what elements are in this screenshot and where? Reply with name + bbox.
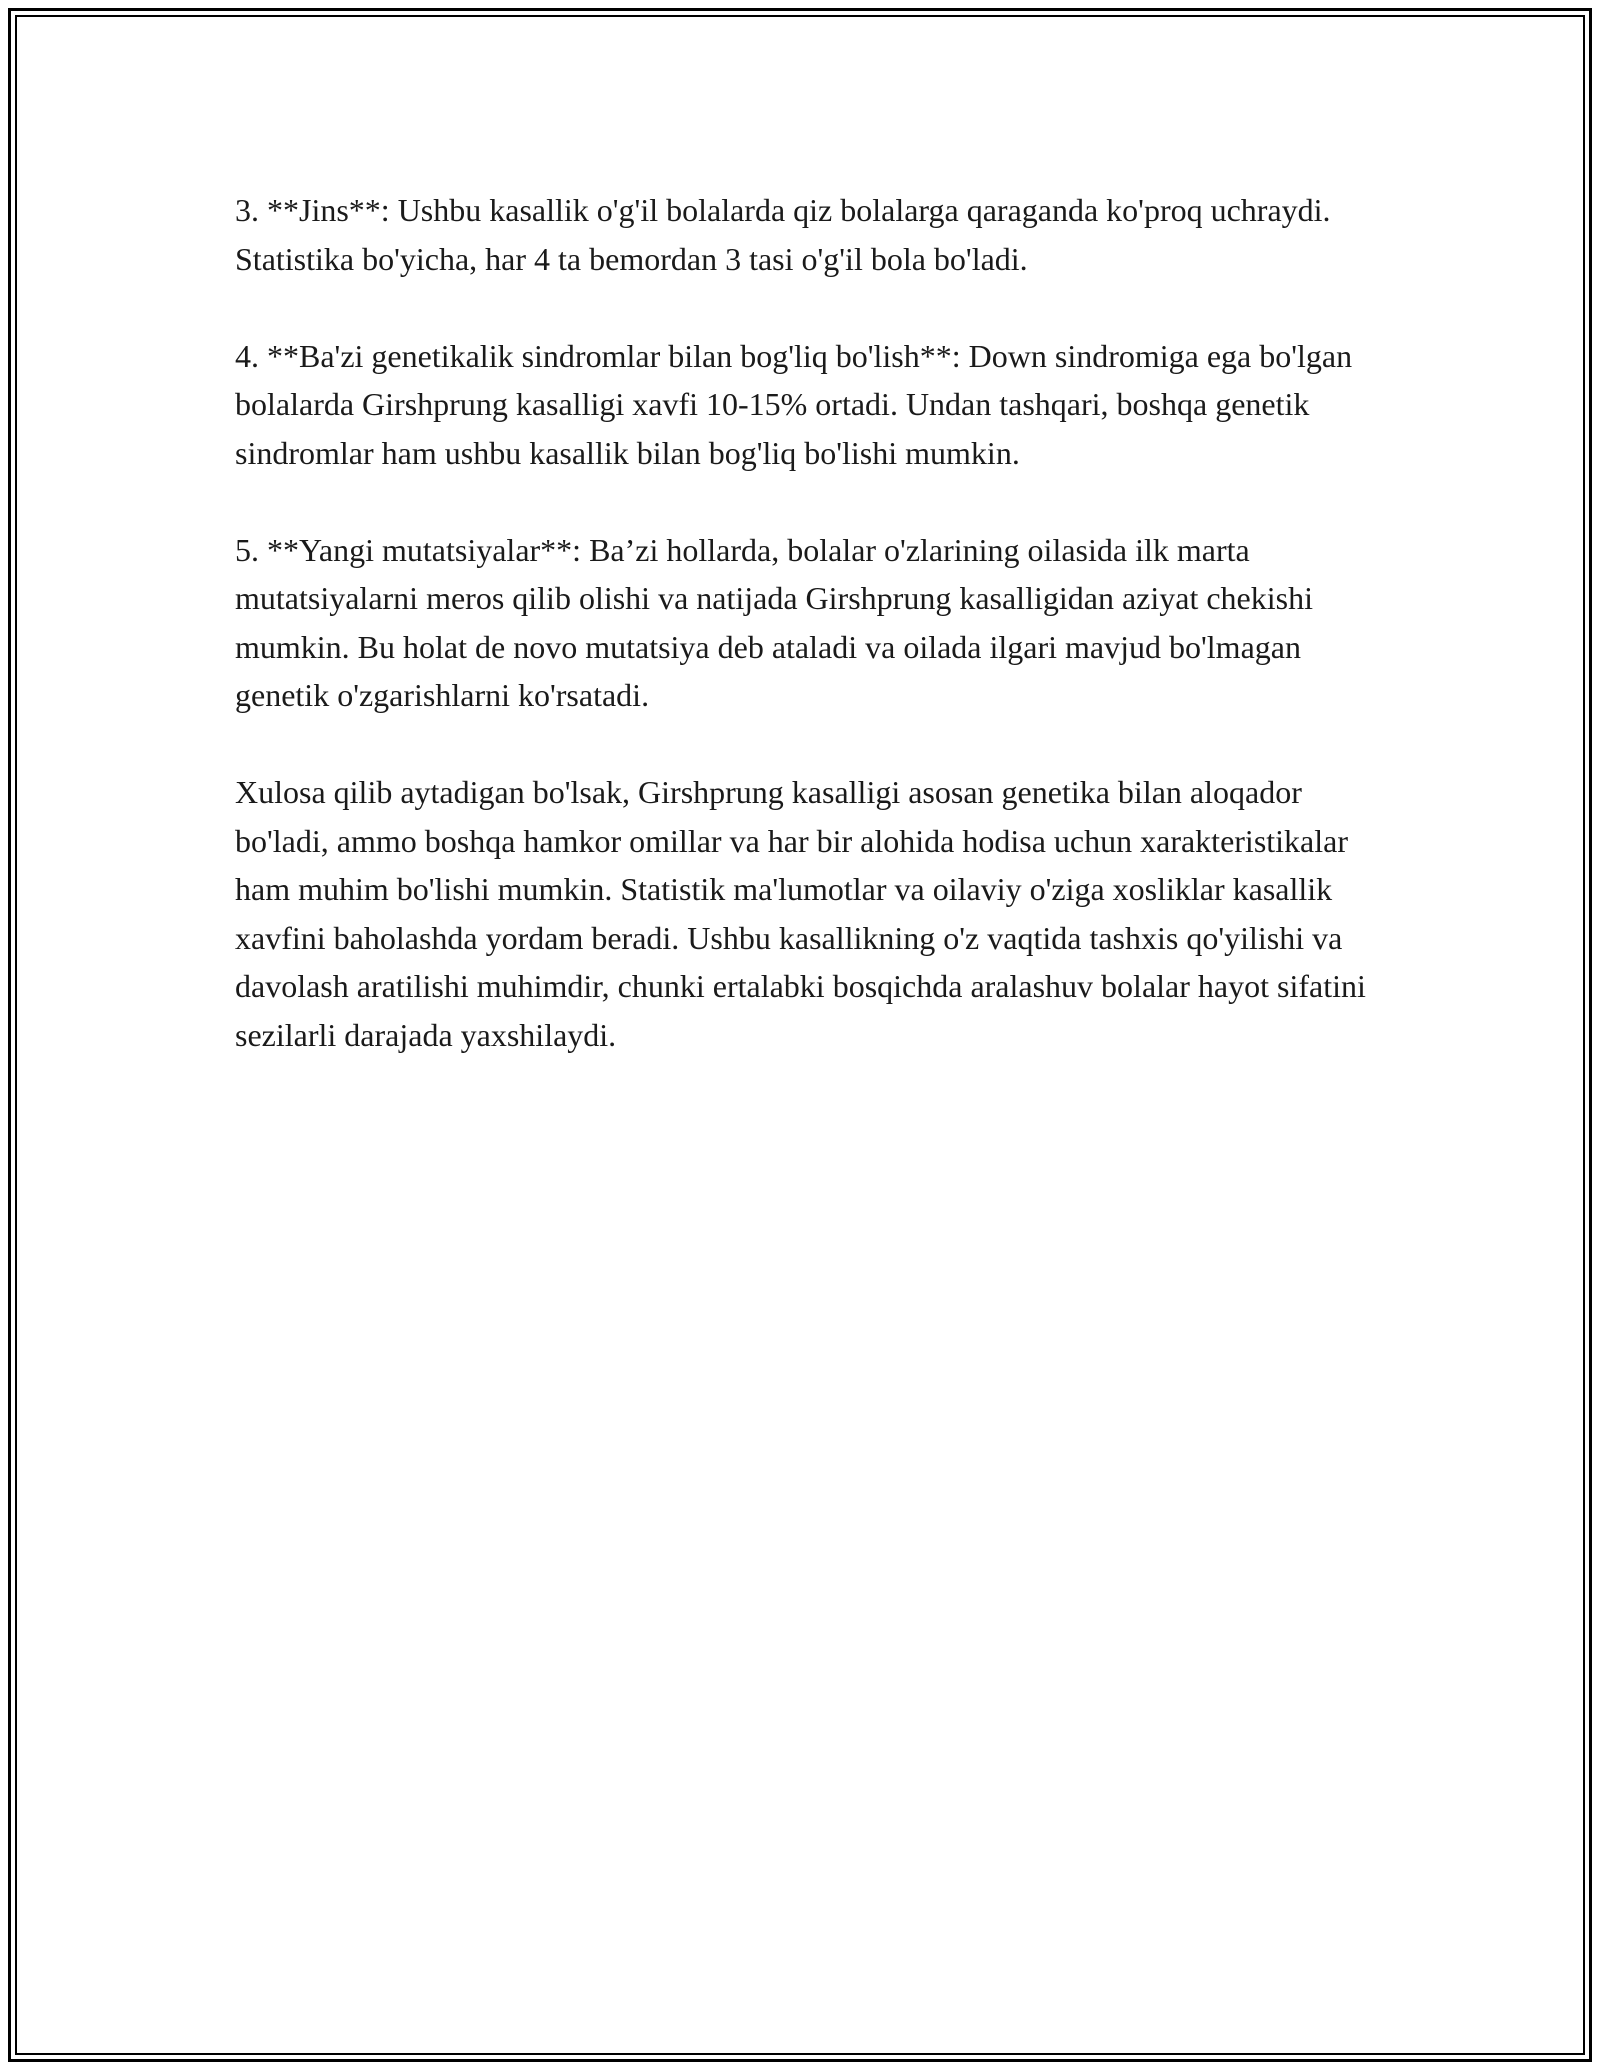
paragraph-new-mutations: 5. **Yangi mutatsiyalar**: Ba’zi hollarda, bolalar o'zlarining oilasida ilk marta mutatsiyalarni meros qilib olishi va natijada Girshprung kasalligidan aziyat chekishi mumkin. Bu holat de novo mutatsiya deb ataladi va oilada ilgari mavjud bo'lmagan genetik o'zgarishlarni ko'rsatadi. bbox=[235, 531, 1313, 713]
document-body bbox=[235, 186, 1375, 1108]
paragraph-conclusion: Xulosa qilib aytadigan bo'lsak, Girshprung kasalligi asosan genetika bilan aloqador bo'ladi, ammo boshqa hamkor omillar va har bir alohida hodisa uchun xarakteristikalar ham muhim bo'lishi mumkin. Statistik ma'lumotlar va oilaviy o'ziga xosliklar kasallik xavfini baholashda yordam beradi. Ushbu kasallikning o'z vaqtida tashxis qo'yilishi va davolash aratilishi muhimdir, chunki ertalabki bosqichda aralashuv bolalar hayot sifatini sezilarli darajada yaxshilaydi. bbox=[235, 774, 1366, 1053]
paragraph-genetic-syndromes: 4. **Ba'zi genetikalik sindromlar bilan bog'liq bo'lish**: Down sindromiga ega bo'lgan bolalarda Girshprung kasalligi xavfi 10-15% ortadi. Undan tashqari, boshqa genetik sindromlar ham ushbu kasallik bilan bog'liq bo'lishi mumkin. bbox=[235, 337, 1353, 471]
paragraph-jins: 3. **Jins**: Ushbu kasallik o'g'il bolalarda qiz bolalarga qaraganda ko'proq uchraydi. Statistika bo'yicha, har 4 ta bemordan 3 tasi o'g'il bola bo'ladi. bbox=[235, 192, 1331, 277]
